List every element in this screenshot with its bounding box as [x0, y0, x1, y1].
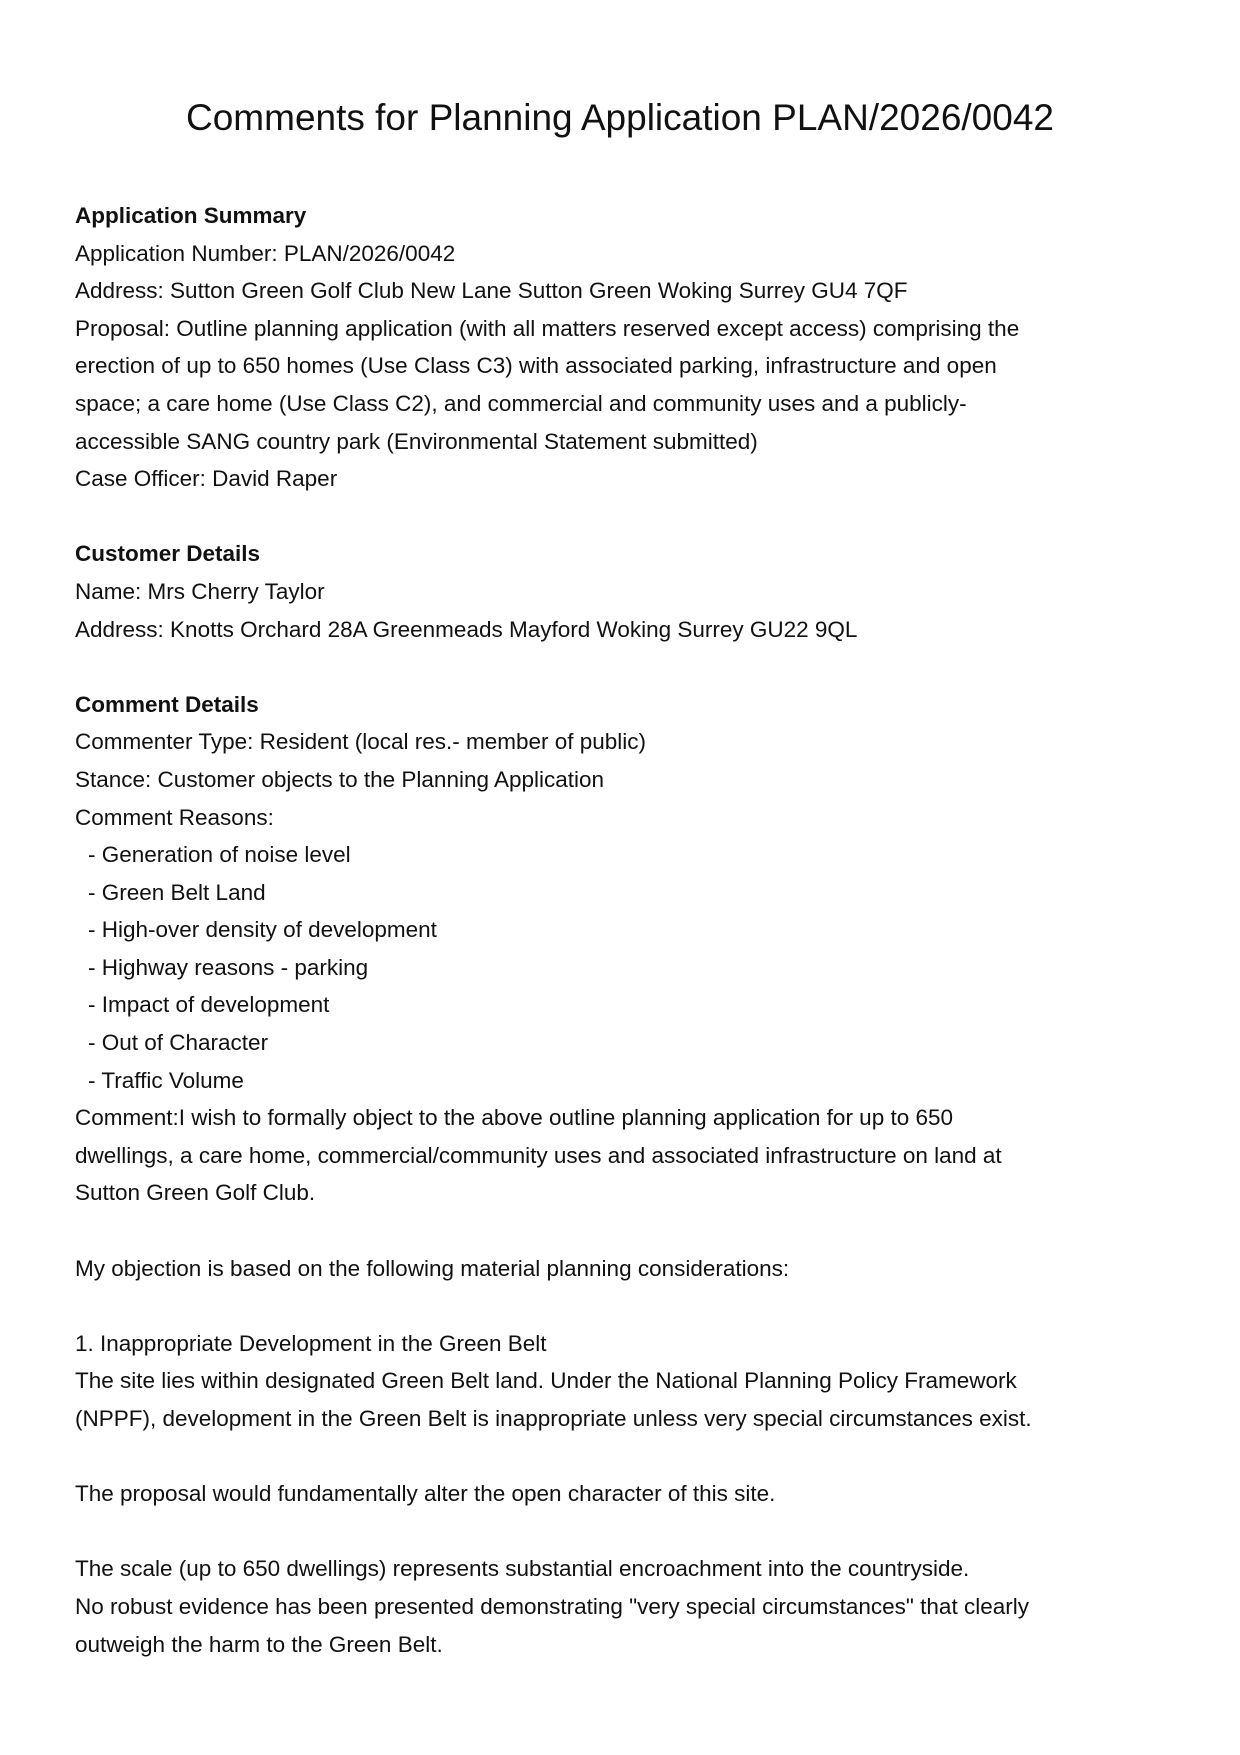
- point-1-paragraph-3-line: outweigh the harm to the Green Belt.: [75, 1631, 443, 1657]
- page-title: Comments for Planning Application PLAN/2026/0042: [186, 97, 1054, 138]
- comment-reason-item: - High-over density of development: [88, 917, 437, 943]
- spacer: [75, 1513, 1165, 1551]
- application-summary-section: [75, 197, 1165, 498]
- customer-address: Address: Knotts Orchard 28A Greenmeads Mayford Woking Surrey GU22 9QL: [75, 616, 858, 642]
- proposal-line-2: erection of up to 650 homes (Use Class C3) with associated parking, infrastructure and open: [75, 353, 997, 379]
- stance: Stance: Customer objects to the Planning Application: [75, 766, 605, 792]
- application-summary-heading: Application Summary: [75, 203, 307, 228]
- spacer: [75, 498, 1165, 536]
- comment-reason-item: - Highway reasons - parking: [88, 954, 369, 980]
- comment-details-section: [75, 686, 1165, 1663]
- comment-reason-item: - Green Belt Land: [88, 879, 266, 905]
- point-1-paragraph-3-line: The scale (up to 650 dwellings) represents substantial encroachment into the countryside.: [75, 1556, 970, 1582]
- point-1-paragraph-3-line: No robust evidence has been presented demonstrating "very special circumstances" that clearly: [75, 1593, 1029, 1619]
- customer-details-heading: Customer Details: [75, 541, 261, 567]
- comment-details-heading: Comment Details: [75, 691, 259, 717]
- point-1-paragraph-2: The proposal would fundamentally alter the open character of this site.: [75, 1481, 776, 1507]
- application-number: Application Number: PLAN/2026/0042: [75, 240, 456, 266]
- point-1-text-line: The site lies within designated Green Belt land. Under the National Planning Policy Framework: [75, 1368, 1017, 1394]
- commenter-type: Commenter Type: Resident (local res.- member of public): [75, 729, 647, 755]
- comment-text-line: dwellings, a care home, commercial/community uses and associated infrastructure on land at: [75, 1142, 1002, 1168]
- proposal-line-1: Proposal: Outline planning application (with all matters reserved except access) comprising the: [75, 315, 1020, 341]
- customer-name: Name: Mrs Cherry Taylor: [75, 578, 325, 604]
- case-officer: Case Officer: David Raper: [75, 466, 338, 492]
- comment-reason-item: - Out of Character: [88, 1030, 269, 1056]
- spacer: [75, 1438, 1165, 1476]
- spacer: [75, 1287, 1165, 1325]
- spacer: [75, 1212, 1165, 1250]
- comment-reason-item: - Generation of noise level: [88, 842, 351, 868]
- objection-intro: My objection is based on the following material planning considerations:: [75, 1255, 790, 1281]
- comment-reason-item: - Impact of development: [88, 992, 330, 1018]
- spacer: [75, 648, 1165, 686]
- comment-reasons-label: Comment Reasons:: [75, 804, 274, 830]
- point-1-text-line: (NPPF), development in the Green Belt is inappropriate unless very special circumstances exist.: [75, 1406, 1032, 1431]
- comment-text-line: Comment:I wish to formally object to the above outline planning application for up to 650: [75, 1105, 954, 1131]
- document-body: [75, 197, 1165, 1663]
- comment-reason-item: - Traffic Volume: [88, 1067, 244, 1093]
- customer-details-section: [75, 535, 1165, 648]
- proposal-line-3: space; a care home (Use Class C2), and commercial and community uses and a publicly-: [75, 390, 967, 416]
- point-1-title: 1. Inappropriate Development in the Green Belt: [75, 1330, 547, 1356]
- proposal-line-4: accessible SANG country park (Environmental Statement submitted): [75, 428, 758, 454]
- application-address: Address: Sutton Green Golf Club New Lane Sutton Green Woking Surrey GU4 7QF: [75, 278, 908, 304]
- comment-text-line: Sutton Green Golf Club.: [75, 1180, 316, 1206]
